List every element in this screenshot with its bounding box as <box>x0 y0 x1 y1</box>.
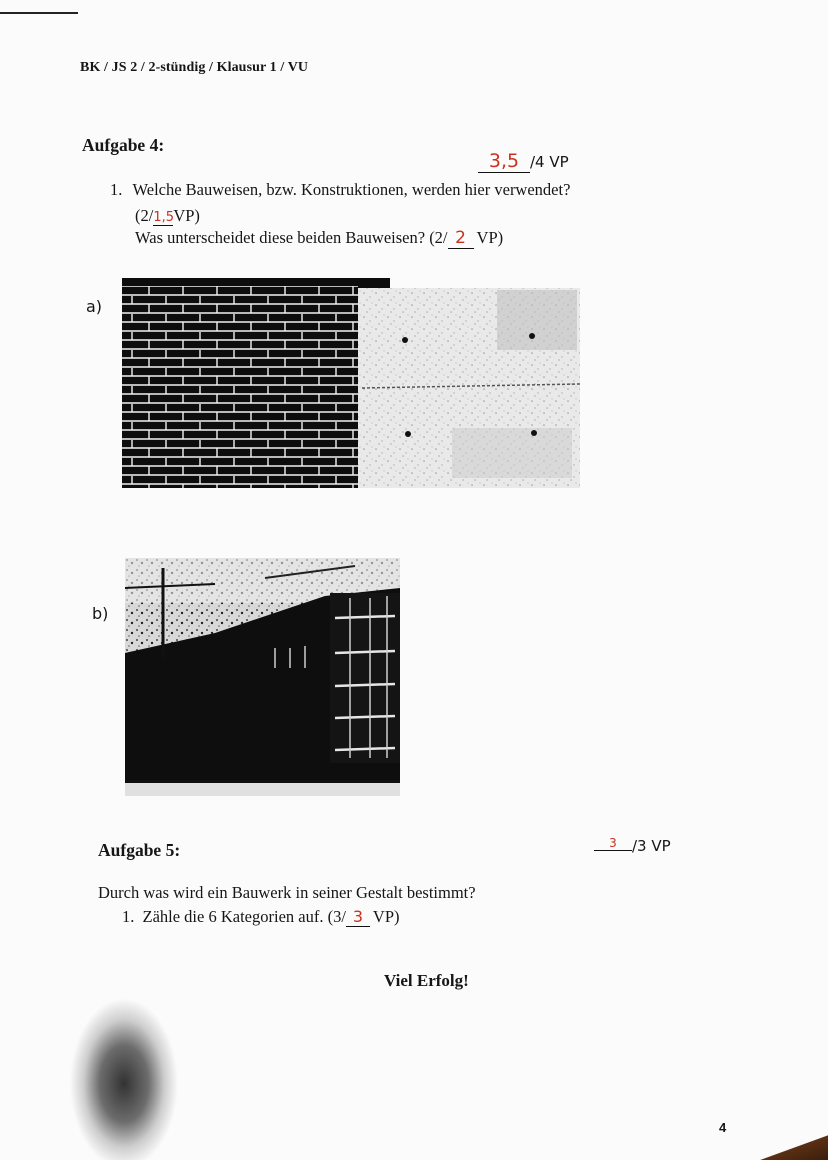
task5-item1 <box>122 907 400 927</box>
figure-a-photo <box>122 278 580 488</box>
task4-points1-suffix: VP) <box>173 206 200 225</box>
task4-title: Aufgabe 4: <box>82 135 165 155</box>
top-rule <box>0 12 78 14</box>
task4-question2 <box>135 228 503 249</box>
task4-question-number: 1. <box>110 180 123 199</box>
page-number: 4 <box>719 1120 727 1135</box>
task5-item-text: Zähle die 6 Kategorien auf. (3/ <box>142 907 346 926</box>
task4-points2-handwritten: 2 <box>448 228 474 249</box>
task5-score-handwritten: 3 <box>594 836 632 851</box>
task4-score-handwritten: 3,5 <box>478 150 530 173</box>
task4-question-text: Welche Bauweisen, bzw. Konstruktionen, werden hier verwendet? <box>132 180 571 199</box>
task4-score <box>478 150 569 173</box>
task5-item-handwritten: 3 <box>346 907 370 927</box>
task5-item-number: 1. <box>122 907 135 926</box>
task4-points2-suffix: VP) <box>476 228 504 247</box>
figure-b-label: b) <box>92 604 109 623</box>
task4-points1 <box>135 206 200 226</box>
figure-b-photo <box>125 558 400 796</box>
task4-score-total: /4 VP <box>530 153 569 171</box>
closing-text: Viel Erfolg! <box>384 971 469 990</box>
task4-question1 <box>110 180 570 200</box>
task4-question2-text: Was unterscheidet diese beiden Bauweisen? (2/ <box>135 228 448 247</box>
page-header: BK / JS 2 / 2-stündig / Klausur 1 / VU <box>80 60 309 75</box>
task5-item-suffix: VP) <box>372 907 400 926</box>
task4-points1-handwritten: 1,5 <box>153 210 175 225</box>
task4-points1-prefix: (2/ <box>135 206 154 225</box>
table-edge <box>758 1130 828 1160</box>
task5-score-total: /3 VP <box>632 837 671 855</box>
ink-smudge <box>70 990 190 1160</box>
task5-title: Aufgabe 5: <box>98 840 181 860</box>
task5-question: Durch was wird ein Bauwerk in seiner Gestalt bestimmt? <box>98 883 476 902</box>
figure-a-label: a) <box>86 297 103 316</box>
task5-score <box>594 836 671 856</box>
